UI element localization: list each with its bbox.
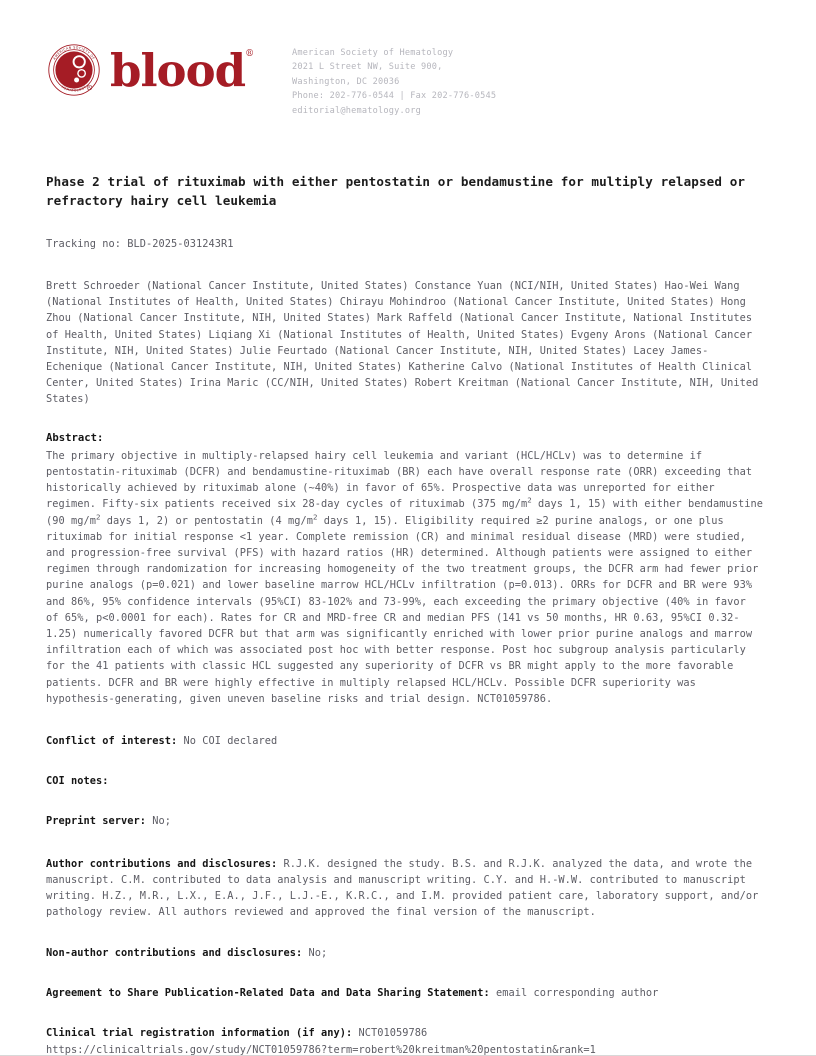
clinical-trial-registration-section bbox=[46, 1025, 762, 1056]
non-author-contributions-section bbox=[46, 945, 762, 961]
abstract-superscript-1: 2 bbox=[527, 496, 532, 506]
coi-notes-separator: : bbox=[102, 775, 109, 788]
clinical-trial-separator: : bbox=[345, 1026, 353, 1039]
clinical-trial-url[interactable]: https://clinicaltrials.gov/study/NCT01059786?term=robert%20kreitman%20pentostatin&rank=1 bbox=[46, 1044, 596, 1056]
abstract-part-4: days 1, 15). Eligibility required ≥2 purine analogs, or one plus rituximab for initial response <1 year. Complete remission (CR) and minimal residual disease (MRD) were studied, and progression-free survival (PFS) with hazard ratios (HR) determined. Although patients were assigned to either regimen through randomization for increasing homogeneity of the two treatment groups, the DCFR arm had fewer prior purine analogs (p=0.021) and lower baseline marrow HCL/HCLv infiltration (p=0.013). ORRs for DCFR and BR were 93% and 86%, 95% confidence intervals (95%CI) 83-102% and 73-99%, each exceeding the primary objective (40% in favor of 65%, p<0.0001 for each). Rates for CR and MRD-free CR and median PFS (141 vs 50 months, HR 0.63, 95%CI 0.32-1.25) numerically favored DCFR but that arm was significantly enriched with lower prior purine analogs and marrow infiltration each of which was associated post hoc with better response. Post hoc subgroup analysis particularly for the 41 patients with classic HCL suggested any superiority of DCFR vs BR might apply to the more favorable patients. DCFR and BR were highly effective in multiply relapsed HCL/HCLv. Possible DCFR superiority was hypothesis-generating, given uneven baseline risks and trial design. NCT01059786. bbox=[46, 514, 759, 705]
non-author-contributions-separator: : bbox=[295, 946, 303, 959]
abstract-superscript-2: 2 bbox=[96, 512, 101, 522]
non-author-contributions-label: Non-author contributions and disclosures bbox=[46, 946, 296, 959]
conflict-of-interest-value: No COI declared bbox=[183, 735, 278, 748]
abstract-part-2: days 1, 15) with either bendamustine (90 mg/m bbox=[46, 498, 763, 527]
data-sharing-section bbox=[46, 985, 762, 1001]
svg-text:R: R bbox=[88, 85, 91, 90]
tracking-number: Tracking no: BLD-2025-031243R1 bbox=[46, 238, 234, 250]
author-affiliation-list: Brett Schroeder (National Cancer Institute, United States) Constance Yuan (NCI/NIH, United States) Hao-Wei Wang (National Institutes of Health, United States) Chirayu Mohindroo (National Cancer Institute, United States) Hong Zhou (National Cancer Institute, NIH, United States) Mark Raffeld (National Cancer Institute, National Institutes of Health, United States) Liqiang Xi (National Institutes of Health, United States) Evgeny Arons (National Cancer Institute, NIH, United States) Julie Feurtado (National Cancer Institute, NIH, United States) Lacey James-Echenique (National Cancer Institute, NIH, United States) Katherine Calvo (National Institutes of Health Clinical Center, United States) Irina Maric (CC/NIH, United States) Robert Kreitman (National Cancer Institute, NIH, United States) bbox=[46, 280, 759, 406]
address-line-email[interactable]: editorial@hematology.org bbox=[292, 105, 421, 116]
ash-society-seal-icon bbox=[46, 42, 102, 98]
address-line-street: 2021 L Street NW, Suite 900, bbox=[292, 62, 443, 73]
author-contributions-section bbox=[46, 856, 762, 921]
data-sharing-value: email corresponding author bbox=[495, 986, 659, 999]
data-sharing-label: Agreement to Share Publication-Related Data and Data Sharing Statement bbox=[46, 986, 484, 999]
preprint-server-label: Preprint server bbox=[46, 815, 140, 828]
conflict-of-interest-separator: : bbox=[171, 735, 178, 748]
preprint-server-section bbox=[46, 813, 762, 829]
author-contributions-label: Author contributions and disclosures bbox=[46, 857, 271, 870]
preprint-server-separator: : bbox=[139, 815, 146, 828]
non-author-contributions-value: No; bbox=[308, 946, 328, 959]
abstract-text bbox=[46, 448, 764, 707]
svg-text:AMERICAN SOCIETY OF: AMERICAN SOCIETY OF bbox=[52, 45, 96, 61]
svg-text:HEMATOLOGY: HEMATOLOGY bbox=[60, 84, 88, 93]
abstract-section bbox=[46, 430, 770, 707]
conflict-of-interest-section bbox=[46, 733, 762, 749]
coi-notes-label: COI notes bbox=[46, 775, 103, 788]
coi-notes-section bbox=[46, 773, 762, 789]
address-line-city: Washington, DC 20036 bbox=[292, 76, 400, 87]
author-contributions-value: R.J.K. designed the study. B.S. and R.J.K. analyzed the data, and wrote the manuscript. C.M. contributed to data analysis and manuscript writing. C.Y. and H.-W.W. contributed to manuscript writing. H.Z., M.R., L.X., E.A., J.F., L.J.-E., K.R.C., and I.M. provided patient care, laboratory support, and/or pathology review. All authors reviewed and approved the final version of the manuscript. bbox=[46, 857, 759, 919]
clinical-trial-label: Clinical trial registration information (if any) bbox=[46, 1026, 346, 1039]
conflict-of-interest-label: Conflict of interest bbox=[46, 735, 171, 748]
preprint-server-value: No; bbox=[152, 815, 171, 828]
abstract-superscript-3: 2 bbox=[313, 512, 318, 522]
letterhead bbox=[46, 42, 496, 118]
address-line-phone-fax: Phone: 202-776-0544 | Fax 202-776-0545 bbox=[292, 91, 497, 102]
blood-journal-logo bbox=[46, 42, 255, 98]
abstract-heading: Abstract: bbox=[46, 431, 104, 444]
abstract-part-3: days 1, 2) or pentostatin (4 mg/m bbox=[100, 514, 313, 527]
document-body bbox=[46, 172, 770, 1056]
data-sharing-separator: : bbox=[483, 986, 490, 999]
address-line-organization: American Society of Hematology bbox=[292, 48, 454, 58]
publisher-address bbox=[292, 42, 496, 118]
blood-wordmark bbox=[110, 43, 255, 97]
page-title: Phase 2 trial of rituximab with either pentostatin or bendamustine for multiply relapsed or refractory hairy cell leukemia bbox=[46, 174, 746, 208]
blood-wordmark-text: blood bbox=[110, 43, 246, 97]
registered-trademark-icon: ® bbox=[245, 48, 255, 59]
author-contributions-separator: : bbox=[270, 857, 278, 870]
abstract-part-1: The primary objective in multiply-relapsed hairy cell leukemia and variant (HCL/HCLv) was to determine if pentostatin-rituximab (DCFR) and bendamustine-rituximab (BR) each have overall response rate (ORR) exceeding that historically achieved by rituximab alone (~40%) in favor of 65%. Prospective data was unreported for either regimen. Fifty-six patients received six 28-day cycles of rituximab (375 mg/m bbox=[46, 449, 753, 511]
clinical-trial-number: NCT01059786 bbox=[358, 1026, 428, 1039]
